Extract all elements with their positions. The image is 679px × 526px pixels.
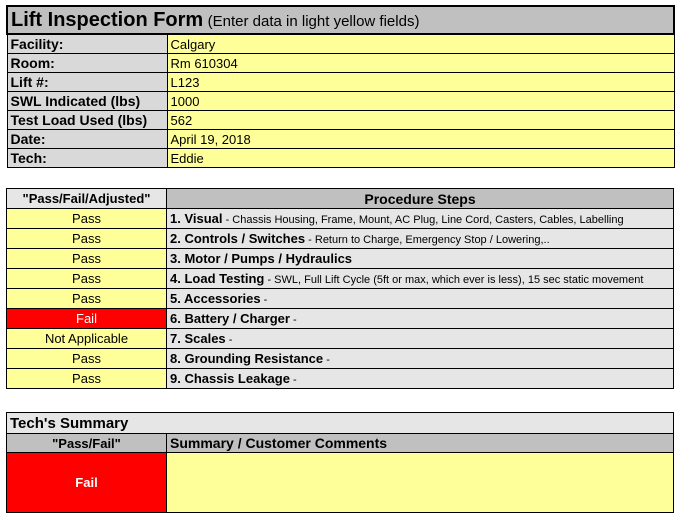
step-6-status[interactable]: Fail [7,309,167,329]
step-1-status[interactable]: Pass [7,209,167,229]
step-3: 3. Motor / Pumps / Hydraulics [167,249,674,269]
form-title: Lift Inspection Form [11,8,204,31]
procedure-table [6,188,674,389]
step-4: 4. Load Testing - SWL, Full Lift Cycle (5ft or max, which ever is less), 15 sec static movement [167,269,674,289]
summary-status[interactable]: Fail [7,453,167,513]
summary-comments-header: Summary / Customer Comments [167,434,674,453]
step-3-status[interactable]: Pass [7,249,167,269]
form-subtitle: (Enter data in light yellow fields) [207,12,420,30]
date-field[interactable]: April 19, 2018 [167,130,674,149]
lift-number-field[interactable]: L123 [167,73,674,92]
step-8: 8. Grounding Resistance - [167,349,674,369]
date-label: Date: [7,130,167,149]
inspection-form-table [6,5,675,168]
step-4-status[interactable]: Pass [7,269,167,289]
step-1: 1. Visual - Chassis Housing, Frame, Mount, AC Plug, Line Cord, Casters, Cables, Labelling [167,209,674,229]
step-8-status[interactable]: Pass [7,349,167,369]
room-field[interactable]: Rm 610304 [167,54,674,73]
summary-title: Tech's Summary [7,413,674,434]
status-column-header: "Pass/Fail/Adjusted" [7,189,167,209]
steps-column-header: Procedure Steps [167,189,674,209]
facility-label: Facility: [7,34,167,54]
room-label: Room: [7,54,167,73]
facility-field[interactable]: Calgary [167,34,674,54]
lift-number-label: Lift #: [7,73,167,92]
tech-field[interactable]: Eddie [167,149,674,168]
summary-comments-field[interactable] [167,453,674,513]
form-title-bar [7,6,674,34]
step-5-status[interactable]: Pass [7,289,167,309]
step-9: 9. Chassis Leakage - [167,369,674,389]
swl-field[interactable]: 1000 [167,92,674,111]
swl-label: SWL Indicated (lbs) [7,92,167,111]
step-6: 6. Battery / Charger - [167,309,674,329]
step-5: 5. Accessories - [167,289,674,309]
summary-table [6,412,674,513]
step-7-status[interactable]: Not Applicable [7,329,167,349]
step-7: 7. Scales - [167,329,674,349]
step-9-status[interactable]: Pass [7,369,167,389]
tech-label: Tech: [7,149,167,168]
step-2-status[interactable]: Pass [7,229,167,249]
test-load-label: Test Load Used (lbs) [7,111,167,130]
step-2: 2. Controls / Switches - Return to Charge, Emergency Stop / Lowering,.. [167,229,674,249]
summary-status-header: "Pass/Fail" [7,434,167,453]
test-load-field[interactable]: 562 [167,111,674,130]
